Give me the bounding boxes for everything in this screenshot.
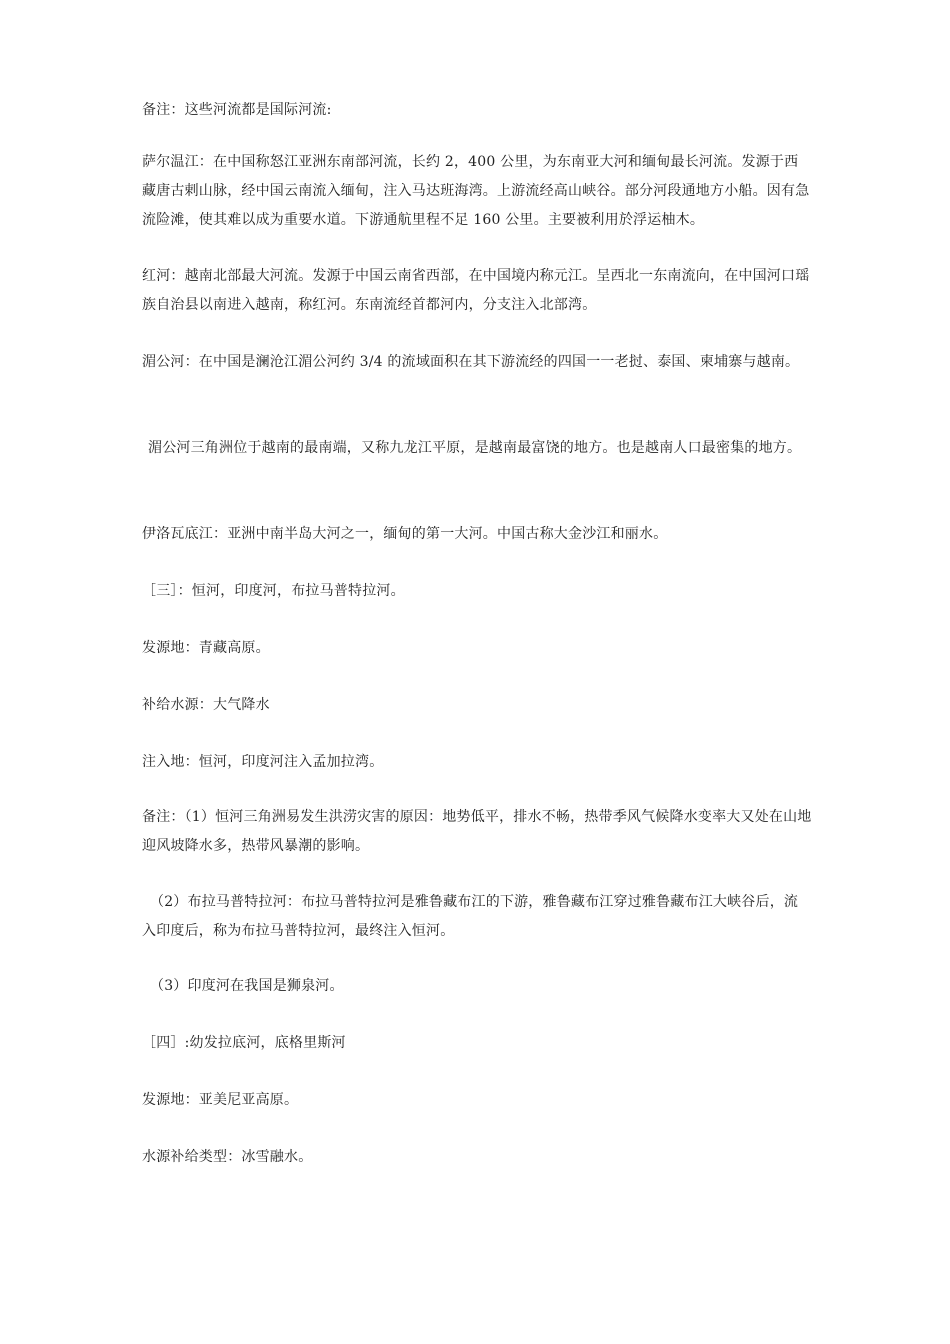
paragraph-note-indus: （3）印度河在我国是狮泉河。 bbox=[150, 978, 344, 994]
section-heading-four: ［四］:幼发拉底河，底格里斯河 bbox=[142, 1035, 346, 1051]
paragraph-salween-river: 萨尔温江：在中国称怒江亚洲东南部河流，长约 2，400 公里，为东南亚大河和缅甸最长河流。发源于西藏唐古剌山脉，经中国云南流入缅甸，注入马达班海湾。上游流经高山峡谷。部分河段通地方小船。因有急流险滩，使其难以成为重要水道。下游通航里程不足 160 公里。主要被利用於浮运柚木。 bbox=[142, 154, 810, 228]
paragraph-source-armenian-plateau: 发源地：亚美尼亚高原。 bbox=[142, 1092, 299, 1108]
paragraph-irrawaddy-river: 伊洛瓦底江：亚洲中南半岛大河之一，缅甸的第一大河。中国古称大金沙江和丽水。 bbox=[142, 526, 668, 542]
paragraph-mekong-river: 湄公河：在中国是澜沧江湄公河约 3/4 的流域面积在其下游流经的四国一一老挝、泰国、柬埔寨与越南。 bbox=[142, 354, 800, 370]
paragraph-water-supply: 补给水源：大气降水 bbox=[142, 697, 270, 713]
paragraph-outflow: 注入地：恒河，印度河注入孟加拉湾。 bbox=[142, 754, 384, 770]
paragraph-mekong-delta: 湄公河三角洲位于越南的最南端，又称九龙江平原，是越南最富饶的地方。也是越南人口最密集的地方。 bbox=[148, 440, 802, 456]
paragraph-note-ganges-delta: 备注：（1）恒河三角洲易发生洪涝灾害的原因：地势低平，排水不畅，热带季风气候降水变率大又处在山地迎风坡降水多，热带风暴潮的影响。 bbox=[142, 809, 812, 854]
paragraph-water-supply-type: 水源补给类型：冰雪融水。 bbox=[142, 1149, 313, 1165]
section-heading-three: ［三］：恒河，印度河，布拉马普特拉河。 bbox=[142, 583, 405, 599]
paragraph-note-international-rivers: 备注：这些河流都是国际河流: bbox=[142, 102, 332, 118]
paragraph-red-river: 红河：越南北部最大河流。发源于中国云南省西部，在中国境内称元江。呈西北一东南流向，在中国河口瑶族自治县以南进入越南，称红河。东南流经首都河内，分支注入北部湾。 bbox=[142, 268, 810, 313]
paragraph-source-plateau: 发源地：青藏高原。 bbox=[142, 640, 270, 656]
paragraph-note-brahmaputra: （2）布拉马普特拉河：布拉马普特拉河是雅鲁藏布江的下游，雅鲁藏布江穿过雅鲁藏布江大峡谷后，流入印度后，称为布拉马普特拉河，最终注入恒河。 bbox=[142, 894, 799, 939]
